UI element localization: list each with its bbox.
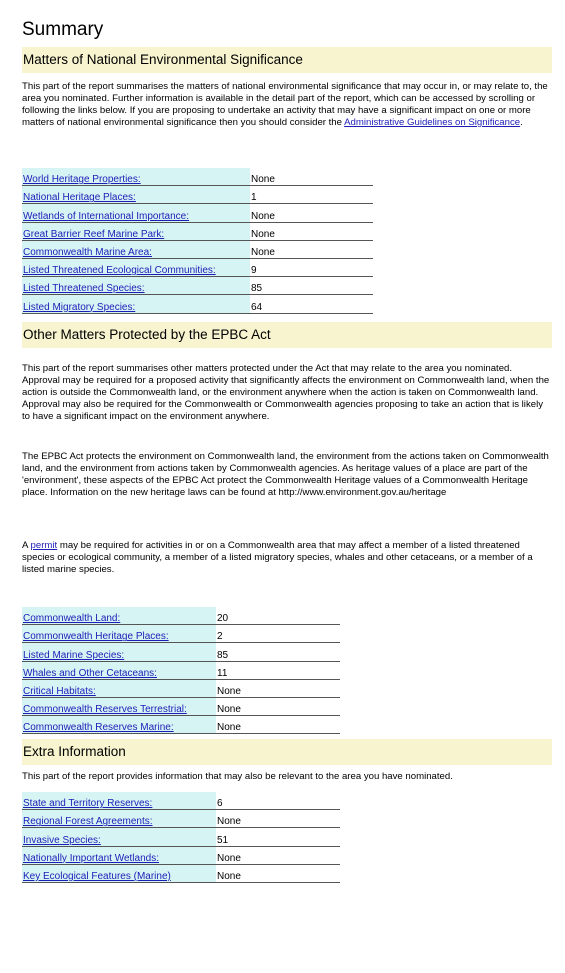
row-label-link[interactable]: Invasive Species: — [23, 834, 101, 846]
table-row — [22, 643, 340, 661]
row-value: None — [217, 816, 241, 828]
table-row — [22, 661, 340, 679]
para3-start: A — [22, 540, 28, 551]
row-label-link[interactable]: Listed Marine Species: — [23, 649, 125, 661]
page-title: Summary — [22, 19, 104, 40]
table-row — [22, 186, 373, 204]
row-label-link[interactable]: Key Ecological Features (Marine) — [23, 870, 171, 882]
para3-rest: may be required for activities in or on a Commonwealth area that may affect a member of a listed threatened species or ecological community, a member of a listed migratory species, whales and other cetaceans, or a member of a listed marine species. — [22, 540, 533, 575]
row-label-link[interactable]: Commonwealth Marine Area: — [23, 246, 152, 258]
table-row — [22, 240, 373, 258]
table-row — [22, 222, 373, 240]
table-row — [22, 828, 340, 846]
row-label-link[interactable]: Whales and Other Cetaceans: — [23, 667, 157, 679]
row-value: 9 — [251, 265, 257, 277]
section-heading-other: Other Matters Protected by the EPBC Act — [22, 322, 552, 348]
row-label-link[interactable]: World Heritage Properties: — [23, 174, 141, 186]
table-row — [22, 204, 373, 222]
row-value: 85 — [251, 283, 263, 295]
row-label-cell — [22, 846, 216, 864]
table-row — [22, 810, 340, 828]
table-row — [22, 168, 373, 186]
row-label-link[interactable]: Nationally Important Wetlands: — [23, 852, 159, 864]
row-label-link[interactable]: National Heritage Places: — [23, 192, 136, 204]
table-row — [22, 792, 340, 810]
row-value: None — [217, 852, 241, 864]
table-row — [22, 679, 340, 697]
row-label-cell — [22, 168, 250, 186]
row-value: None — [251, 174, 275, 186]
row-label-link[interactable]: Commonwealth Reserves Marine: — [23, 722, 174, 734]
row-label-link[interactable]: Commonwealth Land: — [23, 613, 121, 625]
row-label-cell — [22, 258, 250, 276]
table-row — [22, 295, 373, 313]
table-row — [22, 258, 373, 276]
row-value: None — [251, 246, 275, 258]
mnes-intro-end: . — [520, 117, 523, 128]
other-para-3 — [22, 540, 552, 576]
row-label-link[interactable]: Listed Threatened Species: — [23, 283, 145, 295]
row-value: None — [251, 228, 275, 240]
row-label-cell — [22, 810, 216, 828]
table-row — [22, 864, 340, 882]
extra-intro: This part of the report provides information that may also be relevant to the area you have nominated. — [22, 771, 453, 782]
row-label-link[interactable]: Wetlands of International Importance: — [23, 210, 190, 222]
permit-link[interactable]: permit — [30, 540, 58, 551]
mnes-intro-text: This part of the report summarises the matters of national environmental significance that may occur in, or may relate to, the area you nominated. Further information is available in the detail part of the report, which can be accessed by scrolling or following the links below. If you are proposing to undertake an activity that may have a significant impact on one or more matters of national environmental significance then you should consider the — [22, 81, 548, 128]
row-value: None — [217, 870, 241, 882]
row-label-link[interactable]: Listed Migratory Species: — [23, 301, 136, 313]
row-value: 6 — [217, 798, 223, 810]
table-row — [22, 607, 340, 625]
extra-table — [22, 792, 340, 883]
row-value: None — [217, 722, 241, 734]
row-label-cell — [22, 828, 216, 846]
other-para-1: This part of the report summarises other matters protected under the Act that may relate to the area you nominated. Approval may be required for a proposed activity that significantly affects the environment on Commonwealth land, when the action is outside the Commonwealth land, or the environment anywhere when the action is taken on Commonwealth land. Approval may also be required for the Commonwealth or Commonwealth agencies proposing to take an action that is likely to have a significant impact on the environment anywhere. — [22, 363, 550, 422]
row-value: 2 — [217, 631, 223, 643]
row-label-cell — [22, 204, 250, 222]
row-label-cell — [22, 716, 216, 734]
row-label-link[interactable]: Great Barrier Reef Marine Park: — [23, 228, 165, 240]
row-label-cell — [22, 661, 216, 679]
row-label-cell — [22, 643, 216, 661]
table-row — [22, 625, 340, 643]
row-label-link[interactable]: Commonwealth Heritage Places: — [23, 631, 169, 643]
row-value: 64 — [251, 301, 263, 313]
mnes-intro — [22, 81, 552, 129]
row-value: 51 — [217, 834, 229, 846]
row-label-cell — [22, 607, 216, 625]
row-value: None — [217, 685, 241, 697]
row-label-link[interactable]: Critical Habitats: — [23, 685, 96, 697]
row-label-cell — [22, 222, 250, 240]
row-label-link[interactable]: Listed Threatened Ecological Communities: — [23, 265, 216, 277]
section-heading-mnes: Matters of National Environmental Significance — [22, 47, 552, 73]
row-label-link[interactable]: State and Territory Reserves: — [23, 798, 153, 810]
row-value: 85 — [217, 649, 229, 661]
row-label-cell — [22, 864, 216, 882]
row-value: 20 — [217, 613, 229, 625]
row-label-cell — [22, 277, 250, 295]
mnes-table — [22, 168, 373, 314]
table-row — [22, 277, 373, 295]
row-label-cell — [22, 625, 216, 643]
row-label-cell — [22, 679, 216, 697]
row-value: None — [251, 210, 275, 222]
table-row — [22, 846, 340, 864]
other-table — [22, 607, 340, 734]
row-label-link[interactable]: Commonwealth Reserves Terrestrial: — [23, 704, 187, 716]
row-label-cell — [22, 295, 250, 313]
row-value: 1 — [251, 192, 257, 204]
row-label-cell — [22, 792, 216, 810]
guidelines-link[interactable]: Administrative Guidelines on Significance — [344, 117, 521, 128]
table-row — [22, 716, 340, 734]
row-label-cell — [22, 697, 216, 715]
row-label-cell — [22, 186, 250, 204]
table-row — [22, 697, 340, 715]
row-label-cell — [22, 240, 250, 258]
section-heading-extra: Extra Information — [22, 739, 552, 765]
row-label-link[interactable]: Regional Forest Agreements: — [23, 816, 153, 828]
row-value: 11 — [217, 667, 228, 679]
other-para-2: The EPBC Act protects the environment on Commonwealth land, the environment from the actions taken on Commonwealth land, and the environment from actions taken by Commonwealth agencies. As heritage values of a place are part of the 'environment', these aspects of the EPBC Act protect the Commonwealth Heritage values of a Commonwealth Heritage place. Information on the new heritage laws can be found at http://www.environment.gov.au/heritage — [22, 451, 549, 498]
row-value: None — [217, 704, 241, 716]
